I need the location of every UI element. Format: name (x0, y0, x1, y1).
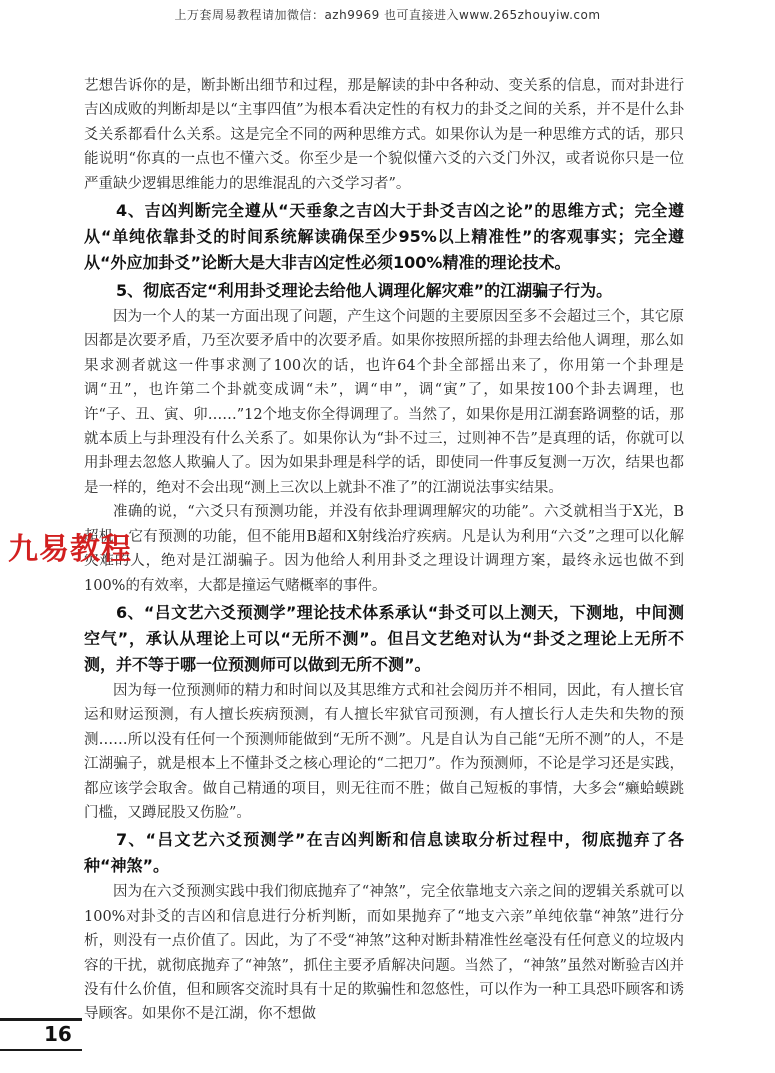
page-body (84, 74, 684, 1027)
paragraph: 准确的说，“六爻只有预测功能，并没有依卦理调理解灾的功能”。六爻就相当于X光，B超机，它有预测的功能，但不能用B超和X射线治疗疾病。凡是认为利用“六爻”之理可以化解灾难的人，绝对是江湖骗子。因为他给人利用卦爻之理设计调理方案，最终永远也做不到100%的有效率，大都是撞运气赌概率的事件。 (84, 504, 684, 594)
page-number: 16 (44, 1022, 72, 1046)
section-heading-4: 4、吉凶判断完全遵从“天垂象之吉凶大于卦爻吉凶之论”的思维方式；完全遵从“单纯依靠卦爻的时间系统解读确保至少95%以上精准性”的客观事实；完全遵从“外应加卦爻”论断大是大非吉凶定性必须100%精准的理论技术。 (84, 201, 684, 273)
paragraph: 艺想告诉你的是，断卦断出细节和过程，那是解读的卦中各种动、变关系的信息，而对卦进行吉凶成败的判断却是以“主事四值”为根本看决定性的有权力的卦爻之间的关系，并不是什么卦爻关系都看什么关系。这是完全不同的两种思维方式。如果你认为是一种思维方式的话，那只能说明“你真的一点也不懂六爻。你至少是一个貌似懂六爻的六爻门外汉，或者说你只是一位严重缺少逻辑思维能力的思维混乱的六爻学习者”。 (84, 78, 684, 192)
paragraph: 因为一个人的某一方面出现了问题，产生这个问题的主要原因至多不会超过三个，其它原因都是次要矛盾，乃至次要矛盾中的次要矛盾。如果你按照所摇的卦理去给他人调理，那么如果求测者就这一件事求测了100次的话，也许64个卦全部摇出来了，你用第一个卦理是调“丑”，也许第二个卦就变成调“未”，调“申”，调“寅”了，如果按100个卦去调理，也许“子、丑、寅、卯……”12个地支你全得调理了。当然了，如果你是用江湖套路调整的话，那就本质上与卦理没有什么关系了。如果你认为“卦不过三，过则神不告”是真理的话，你就可以用卦理去忽悠人欺骗人了。因为如果卦理是科学的话，即使同一件事反复测一万次，结果也都是一样的，绝对不会出现“测上三次以上就卦不准了”的江湖说法事实结果。 (84, 309, 684, 496)
paragraph: 因为在六爻预测实践中我们彻底抛弃了“神煞”，完全依靠地支六亲之间的逻辑关系就可以100%对卦爻的吉凶和信息进行分析判断，而如果抛弃了“地支六亲”单纯依靠“神煞”进行分析，则没有一点价值了。因此，为了不受“神煞”这种对断卦精准性丝毫没有任何意义的垃圾内容的干扰，就彻底抛弃了“神煞”，抓住主要矛盾解决问题。当然了，“神煞”虽然对断验吉凶并没有什么价值，但和顾客交流时具有十足的欺骗性和忽悠性，可以作为一种工具恐吓顾客和诱导顾客。如果你不是江湖，你不想做 (84, 884, 684, 1023)
watermark-stamp: 九易教程 (8, 532, 132, 567)
paragraph: 因为每一位预测师的精力和时间以及其思维方式和社会阅历并不相同，因此，有人擅长官运和财运预测，有人擅长疾病预测，有人擅长牢狱官司预测，有人擅长行人走失和失物的预测……所以没有任何一个预测师能做到“无所不测”。凡是自认为自己能“无所不测”的人，不是江湖骗子，就是根本上不懂卦爻之核心理论的“二把刀”。作为预测师，不论是学习还是实践，都应该学会取舍。做自己精通的项目，则无往而不胜；做自己短板的事情，大多会“癞蛤蟆跳门槛，又蹲屁股又伤脸”。 (84, 682, 684, 821)
footer-rule (0, 1018, 82, 1021)
section-heading-6: 6、“吕文艺六爻预测学”理论技术体系承认“卦爻可以上测天，下测地，中间测空气”，承认从理论上可以“无所不测”。但吕文艺绝对认为“卦爻之理论上无所不测，并不等于哪一位预测师可以做到无所不测”。 (84, 602, 684, 674)
section-heading-5: 5、彻底否定“利用卦爻理论去给他人调理化解灾难”的江湖骗子行为。 (116, 281, 613, 301)
page-header: 上万套周易教程请加微信：azh9969 也可直接进入www.265zhouyiw.com (174, 8, 601, 22)
footer-rule-bottom (0, 1049, 82, 1051)
section-heading-7: 7、“吕文艺六爻预测学”在吉凶判断和信息读取分析过程中，彻底抛弃了各种“神煞”。 (84, 830, 684, 876)
